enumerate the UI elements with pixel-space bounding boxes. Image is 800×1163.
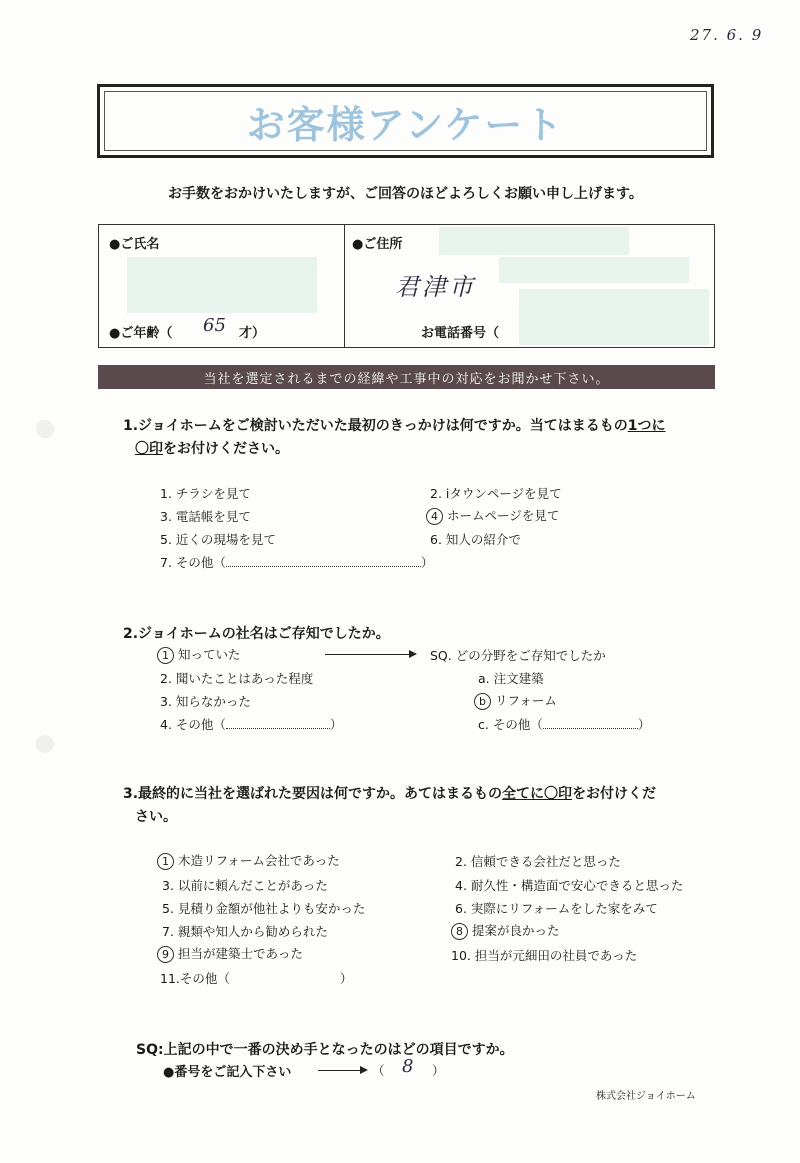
- sq-question: SQ:上記の中で一番の決め手となったのはどの項目ですか。: [136, 1042, 514, 1058]
- q1-option-4[interactable]: [426, 506, 559, 525]
- q2-arrow: [325, 654, 415, 655]
- q1-text-a: 1.ジョイホームをご検討いただいた最初のきっかけは何ですか。当てはまるもの: [123, 418, 628, 434]
- sq-open-paren: （: [372, 1063, 385, 1078]
- q1-option-5[interactable]: 5. 近くの現場を見て: [160, 532, 276, 547]
- q1-option-6[interactable]: 6. 知人の紹介で: [430, 532, 521, 547]
- q3-option-3[interactable]: 3. 以前に頼んだことがあった: [162, 878, 328, 893]
- q3-option-8[interactable]: [451, 921, 560, 940]
- q3-option-9-label: 担当が建築士であった: [178, 946, 303, 961]
- handwritten-date: 27. 6. 9: [690, 26, 764, 44]
- q2-option-3[interactable]: 3. 知らなかった: [160, 694, 251, 709]
- age-label: ●ご年齢（: [109, 326, 173, 341]
- q3-option-2[interactable]: 2. 信頼できる会社だと思った: [455, 854, 621, 869]
- q1-option-7-label: 7. その他（: [160, 555, 226, 570]
- q3-text-line1: [123, 783, 656, 803]
- q1-text-line1: [123, 415, 666, 435]
- q2-sq-other-field[interactable]: [543, 717, 638, 729]
- q2-option-1-label: 知っていた: [178, 647, 241, 662]
- q2-option-4-label: 4. その他（: [160, 717, 226, 732]
- q3-option-7[interactable]: 7. 親類や知人から勧められた: [162, 924, 328, 939]
- q2-other-field[interactable]: [226, 717, 330, 729]
- q3-option-5[interactable]: 5. 見積り金額が他社よりも安かった: [162, 901, 366, 916]
- q3-option-8-circle: 8: [451, 923, 468, 940]
- age-unit: 才）: [239, 326, 266, 341]
- q2-sq-option-b-label: リフォーム: [495, 693, 557, 708]
- q3-option-8-label: 提案が良かった: [472, 923, 560, 938]
- q1-option-4-label: ホームページを見て: [447, 508, 560, 523]
- q3-option-9[interactable]: [157, 944, 303, 963]
- q1-option-1[interactable]: 1. チラシを見て: [160, 486, 251, 501]
- q2-option-2[interactable]: 2. 聞いたことはあった程度: [160, 671, 314, 686]
- q3-option-1-circle: 1: [157, 853, 174, 870]
- q3-option-9-circle: 9: [157, 946, 174, 963]
- sq-prompt: ●番号をご記入下さい: [163, 1065, 292, 1080]
- q1-option-7-close: ）: [420, 555, 434, 570]
- q1-text-line2: [135, 438, 289, 458]
- q3-text-c: をお付けくだ: [572, 786, 657, 802]
- q3-text-a: 3.最終的に当社を選ばれた要因は何ですか。あてはまるもの: [123, 786, 503, 802]
- q1-other-field[interactable]: [226, 555, 421, 567]
- customer-info-box: [98, 224, 715, 348]
- q2-option-4-close: ）: [329, 717, 343, 732]
- name-redaction: [127, 257, 317, 313]
- info-divider: [344, 225, 345, 347]
- q3-option-1[interactable]: [157, 851, 340, 870]
- q2-option-1[interactable]: [157, 645, 241, 664]
- q3-text-b: 全てに〇印: [502, 786, 573, 802]
- company-name: 株式会社ジョイホーム: [596, 1091, 696, 1102]
- q1-text-c: をお付けください。: [163, 441, 289, 457]
- q2-sq-option-c[interactable]: [478, 715, 650, 733]
- sq-arrow: [318, 1070, 366, 1071]
- q2-sq-question: SQ. どの分野をご存知でしたか: [430, 648, 606, 663]
- q2-sq-option-c-close: ）: [637, 717, 651, 732]
- q2-sq-option-a[interactable]: a. 注文建築: [478, 671, 544, 686]
- address-label: ●ご住所: [352, 237, 403, 252]
- q1-text-b: 1つに: [627, 418, 666, 434]
- q2-option-4[interactable]: [160, 715, 342, 733]
- address-value[interactable]: 君津市: [395, 273, 476, 301]
- q1-option-4-circle: 4: [426, 508, 443, 525]
- q3-option-11[interactable]: [160, 969, 352, 987]
- punch-hole-top: [36, 420, 54, 438]
- q1-option-2[interactable]: 2. iタウンページを見て: [430, 486, 562, 501]
- address-redaction-2: [499, 257, 689, 283]
- q3-option-11-label: 11.その他（: [160, 971, 230, 986]
- q1-circle-mark: 〇印: [135, 441, 163, 457]
- q1-option-3[interactable]: 3. 電話帳を見て: [160, 509, 251, 524]
- section-banner: 当社を選定されるまでの経緯や工事中の対応をお聞かせ下さい。: [98, 365, 715, 389]
- q2-sq-option-c-label: c. その他（: [478, 717, 543, 732]
- q3-option-1-label: 木造リフォーム会社であった: [178, 853, 340, 868]
- phone-redaction: [519, 289, 709, 345]
- q1-option-7[interactable]: [160, 553, 433, 571]
- name-label: ●ご氏名: [109, 237, 160, 252]
- intro-text: お手数をおかけいたしますが、ご回答のほどよろしくお願い申し上げます。: [168, 186, 643, 202]
- phone-label: お電話番号（: [421, 326, 500, 341]
- title-frame: [97, 84, 714, 158]
- sq-close-paren: ）: [432, 1063, 445, 1078]
- sq-answer[interactable]: 8: [402, 1056, 414, 1077]
- q2-sq-option-b[interactable]: [474, 691, 557, 710]
- q3-text-line2: さい。: [135, 809, 177, 825]
- title-inner-frame: [104, 91, 707, 151]
- punch-hole-bottom: [36, 735, 54, 753]
- page-title: お客様アンケート: [246, 102, 565, 147]
- q3-option-6[interactable]: 6. 実際にリフォームをした家をみて: [455, 901, 658, 916]
- q3-option-4[interactable]: 4. 耐久性・構造面で安心できると思った: [455, 878, 684, 893]
- q2-option-1-circle: 1: [157, 647, 174, 664]
- address-redaction-1: [439, 227, 629, 255]
- age-value[interactable]: 65: [203, 315, 226, 336]
- q3-option-11-close: ）: [339, 971, 353, 986]
- q2-sq-option-b-circle: b: [474, 693, 491, 710]
- q3-option-10[interactable]: 10. 担当が元細田の社員であった: [451, 948, 638, 963]
- q2-text: 2.ジョイホームの社名はご存知でしたか。: [123, 626, 390, 642]
